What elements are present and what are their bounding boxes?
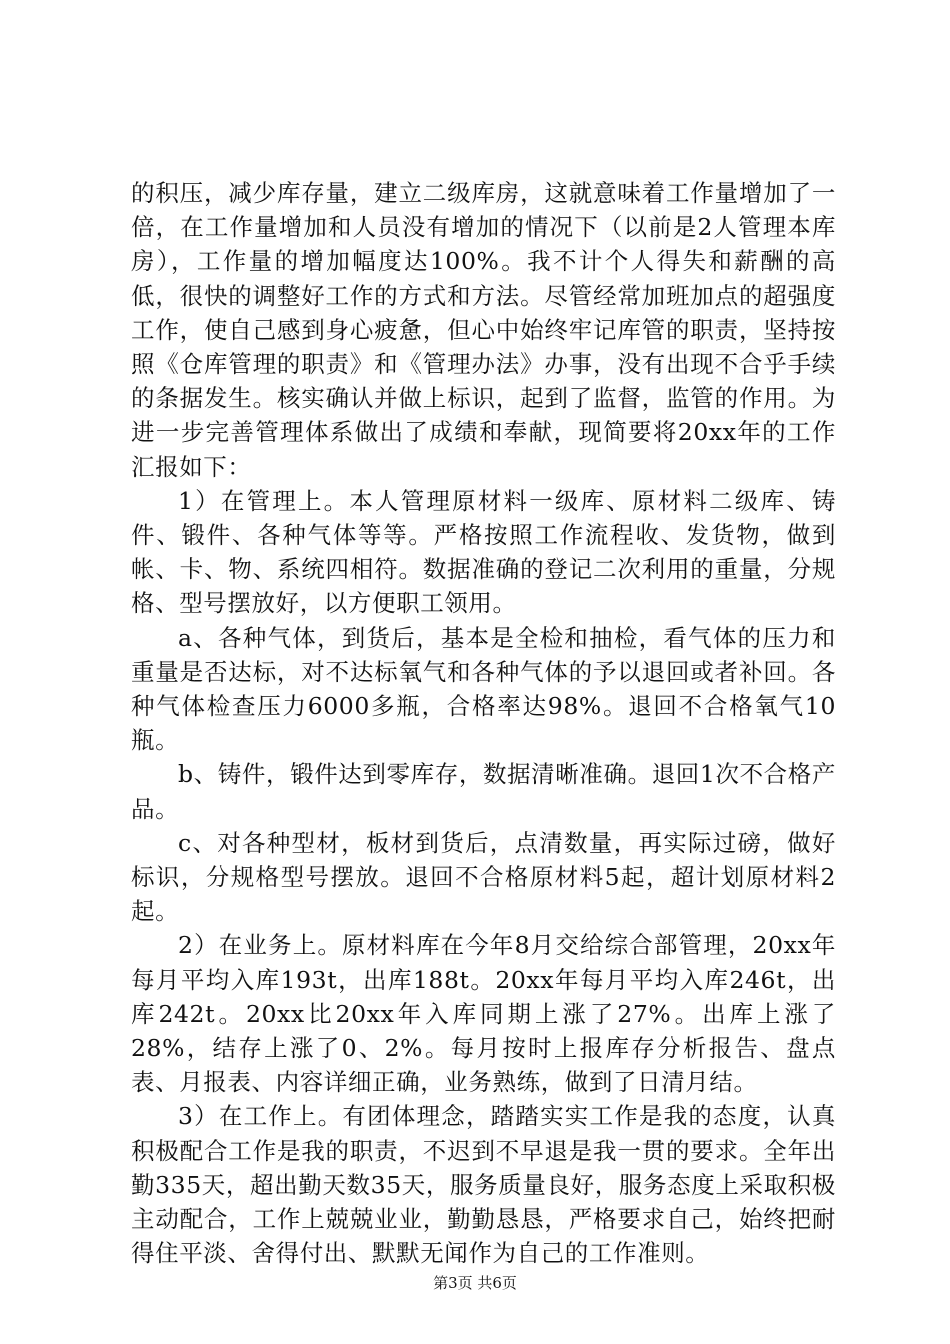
paragraph-item-a: a、各种气体，到货后，基本是全检和抽检，看气体的压力和重量是否达标，对不达标氧气和各种气体的予以退回或者补回。各种气体检查压力6000多瓶，合格率达98%。退回不合格氧气10瓶。 — [131, 623, 836, 755]
document-body — [131, 176, 836, 1271]
paragraph-business: 2）在业务上。原材料库在今年8月交给综合部管理，20xx年每月平均入库193t，出库188t。20xx年每月平均入库246t，出库242t。20xx比20xx年入库同期上涨了27%。出库上涨了28%，结存上涨了0、2%。每月按时上报库存分析报告、盘点表、月报表、内容详细正确，业务熟练，做到了日清月结。 — [131, 931, 836, 1097]
paragraph-item-c: c、对各种型材，板材到货后，点清数量，再实际过磅，做好标识，分规格型号摆放。退回不合格原材料5起，超计划原材料2起。 — [131, 828, 836, 926]
paragraph-management: 1）在管理上。本人管理原材料一级库、原材料二级库、铸件、锻件、各种气体等等。严格按照工作流程收、发货物，做到帐、卡、物、系统四相符。数据准确的登记二次利用的重量，分规格、型号摆放好，以方便职工领用。 — [131, 486, 836, 618]
page-number-footer: 第3页 共6页 — [433, 1274, 517, 1292]
paragraph-continuation: 的积压，减少库存量，建立二级库房，这就意味着工作量增加了一倍，在工作量增加和人员没有增加的情况下（以前是2人管理本库房），工作量的增加幅度达100%。我不计个人得失和薪酬的高低，很快的调整好工作的方式和方法。尽管经常加班加点的超强度工作，使自己感到身心疲惫，但心中始终牢记库管的职责，坚持按照《仓库管理的职责》和《管理办法》办事，没有出现不合乎手续的条据发生。核实确认并做上标识，起到了监督，监管的作用。为进一步完善管理体系做出了成绩和奉献，现简要将20xx年的工作汇报如下： — [131, 179, 836, 481]
paragraph-item-b: b、铸件，锻件达到零库存，数据清晰准确。退回1次不合格产品。 — [131, 760, 836, 823]
paragraph-work: 3）在工作上。有团体理念，踏踏实实工作是我的态度，认真积极配合工作是我的职责，不迟到不早退是我一贯的要求。全年出勤335天，超出勤天数35天，服务质量良好，服务态度上采取积极主动配合，工作上兢兢业业，勤勤恳恳，严格要求自己，始终把耐得住平淡、舍得付出、默默无闻作为自己的工作准则。 — [131, 1102, 836, 1268]
